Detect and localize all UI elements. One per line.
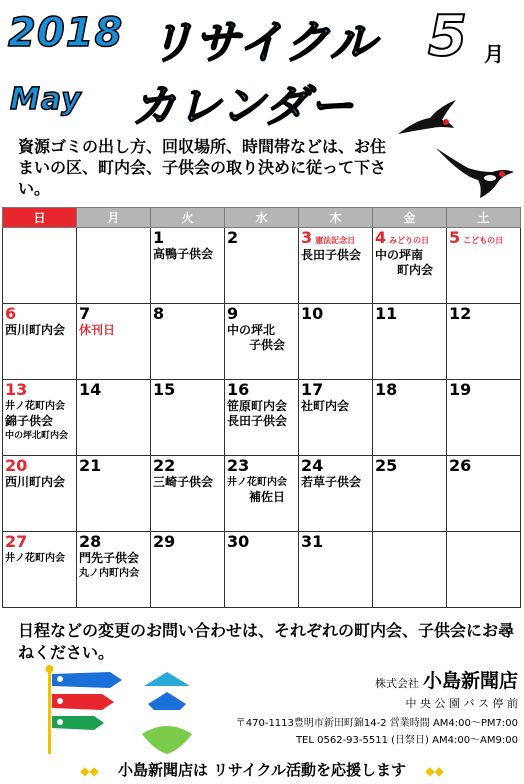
day-event: 三崎子供会 <box>153 475 214 489</box>
day-number: 9 <box>227 304 239 323</box>
day-number: 10 <box>301 304 324 323</box>
calendar-day-cell <box>225 380 299 456</box>
day-header <box>79 381 148 399</box>
diamond-icon: ◆◆ <box>80 764 99 778</box>
day-header <box>449 381 518 399</box>
day-event: 休刊日 <box>79 323 116 337</box>
calendar-day-cell <box>3 228 77 304</box>
day-number: 30 <box>227 532 250 551</box>
day-number: 5 <box>449 228 461 247</box>
day-event: 高鴨子供会 <box>153 247 214 261</box>
calendar-day-cell <box>77 532 151 608</box>
calendar-day-cell <box>151 456 225 532</box>
calendar-day-cell <box>299 304 373 380</box>
day-header <box>301 305 370 323</box>
company-hours: 営業時間 AM4:00～PM7:00 <box>389 718 518 729</box>
calendar-day-cell <box>447 380 521 456</box>
day-number: 11 <box>375 304 398 323</box>
calendar-day-cell <box>151 532 225 608</box>
company-address-line <box>236 717 518 731</box>
day-header <box>301 457 370 475</box>
calendar-day-cell <box>225 304 299 380</box>
day-number: 24 <box>301 456 324 475</box>
company-prefix: 株式会社 <box>374 677 419 690</box>
day-number: 3 <box>301 228 313 247</box>
day-event: 社町内会 <box>301 399 350 413</box>
day-header <box>5 457 74 475</box>
day-number: 6 <box>5 304 17 323</box>
day-number: 31 <box>301 532 324 551</box>
day-event: 若草子供会 <box>301 475 362 489</box>
calendar-day-cell <box>77 228 151 304</box>
holiday-label: みどりの日 <box>389 236 430 245</box>
diamond-icon: ◆◆ <box>425 764 444 778</box>
calendar-day-cell <box>77 456 151 532</box>
day-number: 16 <box>227 380 250 399</box>
calendar-day-cell <box>151 228 225 304</box>
day-header <box>79 457 148 475</box>
title-month-en: May <box>10 82 82 117</box>
day-header <box>5 381 74 399</box>
day-number: 23 <box>227 456 250 475</box>
calendar-table <box>2 207 521 608</box>
day-number: 19 <box>449 380 472 399</box>
title-year: 2018 <box>8 10 124 56</box>
calendar-day-cell <box>77 304 151 380</box>
day-number: 27 <box>5 532 28 551</box>
day-event: 子供会 <box>249 338 286 352</box>
weekday-header: 金 <box>373 208 447 228</box>
day-header <box>375 457 444 475</box>
day-header <box>153 381 222 399</box>
holiday-label: 憲法記念日 <box>315 236 356 245</box>
day-event: 錦子供会 <box>5 414 54 428</box>
day-event: 門先子供会 <box>79 551 140 565</box>
footer-text: 小島新聞店は リサイクル活動を応援します <box>117 761 407 779</box>
day-number: 25 <box>375 456 398 475</box>
day-event: 井ノ花町内会 <box>5 553 65 564</box>
calendar-day-cell <box>373 532 447 608</box>
day-header <box>449 457 518 475</box>
day-header <box>375 381 444 399</box>
inquiry-notice: 日程などの変更のお問い合わせは、それぞれの町内会、子供会にお尋ねください。 <box>18 621 515 662</box>
day-number: 28 <box>79 532 102 551</box>
day-event: 西川町内会 <box>5 475 66 489</box>
day-header <box>449 305 518 323</box>
day-header <box>301 381 370 399</box>
kabuto-helmet-icon <box>140 670 194 756</box>
company-location: 中 央 公 園 バ ス 停 前 <box>405 697 518 710</box>
calendar-day-cell <box>447 456 521 532</box>
day-event: 井ノ花町内会 <box>5 401 65 412</box>
day-header <box>5 533 74 551</box>
title-calendar: カレンダー <box>132 81 355 132</box>
swallow-icon <box>432 142 518 200</box>
calendar-day-cell <box>299 228 373 304</box>
calendar-day-cell <box>151 380 225 456</box>
day-number: 1 <box>153 228 165 247</box>
day-header <box>153 457 222 475</box>
company-name <box>236 666 518 693</box>
day-header <box>227 305 296 323</box>
day-event: 長田子供会 <box>301 248 362 262</box>
day-event: 中の坪南 <box>375 248 424 262</box>
day-number: 4 <box>375 228 387 247</box>
calendar-day-cell <box>373 304 447 380</box>
day-number: 21 <box>79 456 102 475</box>
calendar-day-cell <box>447 304 521 380</box>
day-header <box>153 533 222 551</box>
day-number: 22 <box>153 456 176 475</box>
carp-streamer-icon <box>38 664 138 756</box>
day-header <box>375 229 444 248</box>
calendar-day-cell <box>447 532 521 608</box>
weekday-header-row <box>3 208 521 228</box>
day-number: 18 <box>375 380 398 399</box>
day-header <box>79 533 148 551</box>
calendar-week-row <box>3 228 521 304</box>
calendar-week-row <box>3 380 521 456</box>
calendar-day-cell <box>373 380 447 456</box>
day-number: 12 <box>449 304 472 323</box>
calendar-week-row <box>3 456 521 532</box>
calendar-day-cell <box>225 228 299 304</box>
calendar-day-cell <box>299 532 373 608</box>
holiday-label: こどもの日 <box>463 236 504 245</box>
day-header <box>449 229 518 248</box>
intro-text: 資源ゴミの出し方、回収場所、時間帯などは、お住まいの区、町内会、子供会の取り決めに従って下さい。 <box>18 137 387 198</box>
company-hours-holiday: (日祭日) AM4:00～AM9:00 <box>391 735 518 746</box>
calendar-day-cell <box>3 380 77 456</box>
calendar-day-cell <box>3 456 77 532</box>
calendar-day-cell <box>447 228 521 304</box>
title-recycle: リサイクル <box>148 15 377 69</box>
day-event: 笹原町内会 <box>227 399 288 413</box>
company-address: 〒470-1113豊明市新田町錦14-2 <box>235 718 387 729</box>
day-number: 17 <box>301 380 324 399</box>
footer-banner <box>0 758 524 783</box>
day-number: 8 <box>153 304 165 323</box>
day-event: 丸ノ内町内会 <box>79 568 139 579</box>
weekday-header: 土 <box>447 208 521 228</box>
calendar-week-row <box>3 304 521 380</box>
calendar-day-cell <box>373 228 447 304</box>
day-event: 町内会 <box>397 263 434 277</box>
calendar-day-cell <box>225 532 299 608</box>
day-event: 西川町内会 <box>5 323 66 337</box>
weekday-header: 火 <box>151 208 225 228</box>
day-event: 井ノ花町内会 <box>227 477 287 488</box>
calendar-day-cell <box>225 456 299 532</box>
day-event: 中の坪北 <box>227 323 276 337</box>
day-header <box>301 533 370 551</box>
company-tel: TEL 0562-93-5511 <box>295 735 388 746</box>
day-header <box>227 229 296 247</box>
calendar-week-row <box>3 532 521 608</box>
day-header <box>227 381 296 399</box>
title-month-unit: 月 <box>484 42 504 66</box>
company-block <box>236 666 518 748</box>
day-number: 26 <box>449 456 472 475</box>
day-number: 7 <box>79 304 91 323</box>
day-header <box>227 533 296 551</box>
day-number: 2 <box>227 228 239 247</box>
title-month-num: 5 <box>428 4 468 69</box>
day-header <box>153 305 222 323</box>
calendar-day-cell <box>3 304 77 380</box>
calendar-day-cell <box>299 380 373 456</box>
swallow-icon <box>396 98 460 140</box>
day-number: 29 <box>153 532 176 551</box>
weekday-header: 木 <box>299 208 373 228</box>
day-number: 14 <box>79 380 102 399</box>
day-number: 20 <box>5 456 28 475</box>
company-tel-line <box>236 734 518 748</box>
day-event: 補佐日 <box>249 490 286 504</box>
calendar-day-cell <box>299 456 373 532</box>
day-number: 15 <box>153 380 176 399</box>
calendar-day-cell <box>373 456 447 532</box>
day-event: 長田子供会 <box>227 414 288 428</box>
day-event: 中の坪北町内会 <box>5 431 69 441</box>
calendar-day-cell <box>3 532 77 608</box>
day-header <box>5 305 74 323</box>
company-name-text: 小島新聞店 <box>422 670 518 692</box>
day-number: 13 <box>5 380 28 399</box>
day-header <box>375 305 444 323</box>
day-header <box>301 229 370 248</box>
weekday-header: 水 <box>225 208 299 228</box>
day-header <box>227 457 296 475</box>
day-header <box>79 305 148 323</box>
day-header <box>153 229 222 247</box>
weekday-header: 日 <box>3 208 77 228</box>
weekday-header: 月 <box>77 208 151 228</box>
calendar-day-cell <box>151 304 225 380</box>
calendar-day-cell <box>77 380 151 456</box>
